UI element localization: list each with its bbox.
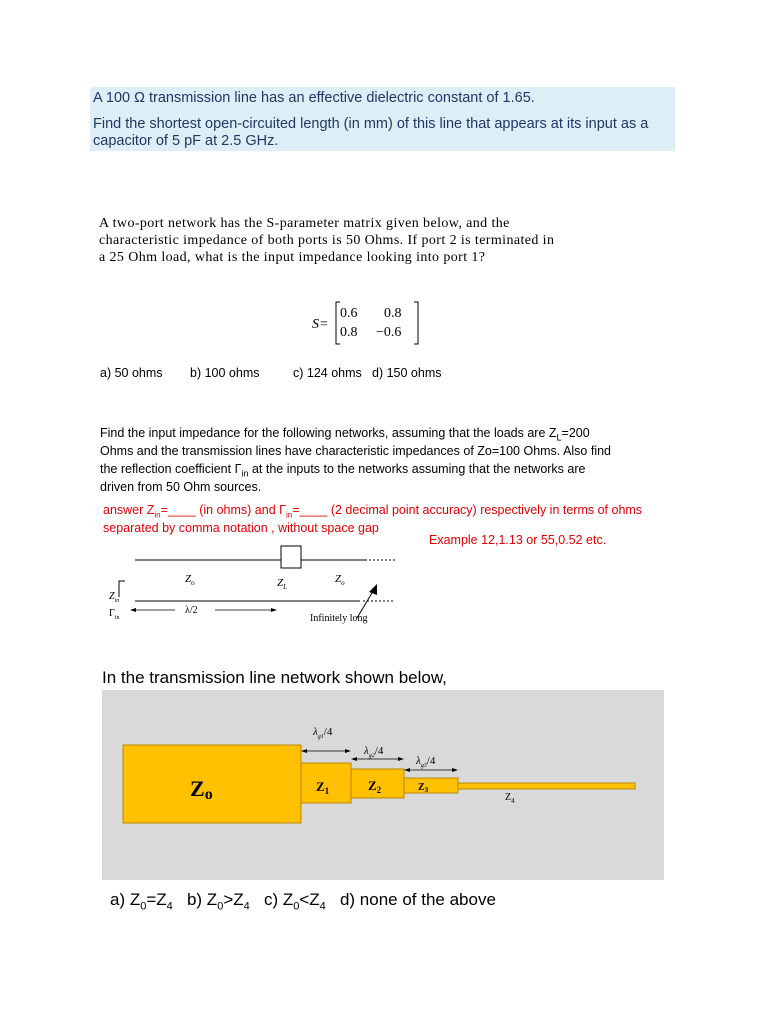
label-z2: $Z_2$ bbox=[368, 778, 382, 795]
label-gamma-in: $\Gamma_{in}$ bbox=[109, 608, 120, 621]
option-d: d) none of the above bbox=[339, 890, 496, 909]
label-z0: Zo bbox=[190, 776, 213, 803]
line-section-z0 bbox=[123, 745, 301, 823]
option-c: c) 124 ohms bbox=[293, 366, 362, 380]
option-b: b) 100 ohms bbox=[190, 366, 260, 380]
question-3-line-2: Ohms and the transmission lines have characteristic impedances of Zo=100 Ohms. Also find bbox=[100, 444, 612, 458]
answer-format-line-2: separated by comma notation , without space gap bbox=[103, 521, 379, 535]
label-z0-left: $Z_o$ bbox=[185, 573, 195, 587]
question-4-options bbox=[110, 890, 496, 912]
label-half-wave: λ/2 bbox=[185, 605, 198, 616]
question-3-line-1: Find the input impedance for the following networks, assuming that the loads are $Z_L=200$ bbox=[100, 426, 590, 443]
label-zin: $Z_{in}$ bbox=[109, 591, 120, 604]
line-section-z3 bbox=[404, 778, 458, 793]
line-section-z4 bbox=[458, 783, 635, 789]
label-z1: $Z_1$ bbox=[316, 779, 330, 796]
answer-example: Example 12,1.13 or 55,0.52 etc. bbox=[429, 533, 607, 547]
option-b: b) $Z_0>Z_4$ bbox=[186, 890, 250, 913]
question-2-line-1: A two-port network has the S-parameter matrix given below, and the bbox=[99, 216, 510, 231]
question-3-line-3: the reflection coefficient $\Gamma_{in}$ at the inputs to the networks assuming that the networks are bbox=[100, 462, 586, 479]
line-section-z1 bbox=[301, 763, 351, 803]
network-diagram-q3 bbox=[105, 540, 405, 632]
matrix-label: S= bbox=[312, 317, 329, 332]
option-d: d) 150 ohms bbox=[372, 366, 442, 380]
label-infinitely-long: Infinitely long bbox=[310, 613, 368, 624]
load-box-zl bbox=[281, 546, 301, 568]
transmission-line-diagram-q4 bbox=[102, 690, 664, 880]
question-1-line-1: A 100 Ω transmission line has an effective dielectric constant of 1.65. bbox=[93, 90, 535, 106]
label-z3: $Z_3$ bbox=[418, 782, 429, 794]
question-1-line-3: capacitor of 5 pF at 2.5 GHz. bbox=[93, 133, 279, 149]
label-zl: $Z_L$ bbox=[277, 577, 288, 591]
label-z4: $Z_4$ bbox=[505, 792, 515, 805]
input-port-marker bbox=[119, 581, 125, 597]
label-length-3: $\lambda_{g3}/4$ bbox=[416, 755, 436, 769]
matrix-r1c2: 0.8 bbox=[384, 306, 402, 321]
matrix-r2c1: 0.8 bbox=[340, 325, 358, 340]
label-z0-right: $Z_o$ bbox=[335, 573, 345, 587]
option-c: c) $Z_0<Z_4$ bbox=[263, 890, 326, 913]
matrix-r1c1: 0.6 bbox=[340, 306, 358, 321]
matrix-r2c2: −0.6 bbox=[376, 325, 402, 340]
label-length-2: $\lambda_{g2}/4$ bbox=[364, 745, 384, 759]
answer-format-line-1: answer $Z_{in}=\_\_\_\_$ (in ohms) and $\Gamma_{in}=\_\_\_\_$ (2 decimal point accuracy) respectively in terms of ohms bbox=[103, 503, 643, 520]
question-3-line-4: driven from 50 Ohm sources. bbox=[100, 480, 262, 494]
question-2-line-3: a 25 Ohm load, what is the input impedance looking into port 1? bbox=[99, 250, 486, 265]
option-a: a) 50 ohms bbox=[100, 366, 163, 380]
option-a: a) $Z_0=Z_4$ bbox=[110, 890, 173, 913]
question-1-line-2: Find the shortest open-circuited length (in mm) of this line that appears at its input as a bbox=[93, 116, 649, 132]
label-length-1: $\lambda_{g1}/4$ bbox=[313, 726, 333, 740]
question-4-heading: In the transmission line network shown below, bbox=[102, 668, 447, 687]
question-2-line-2: characteristic impedance of both ports is 50 Ohms. If port 2 is terminated in bbox=[99, 233, 555, 248]
